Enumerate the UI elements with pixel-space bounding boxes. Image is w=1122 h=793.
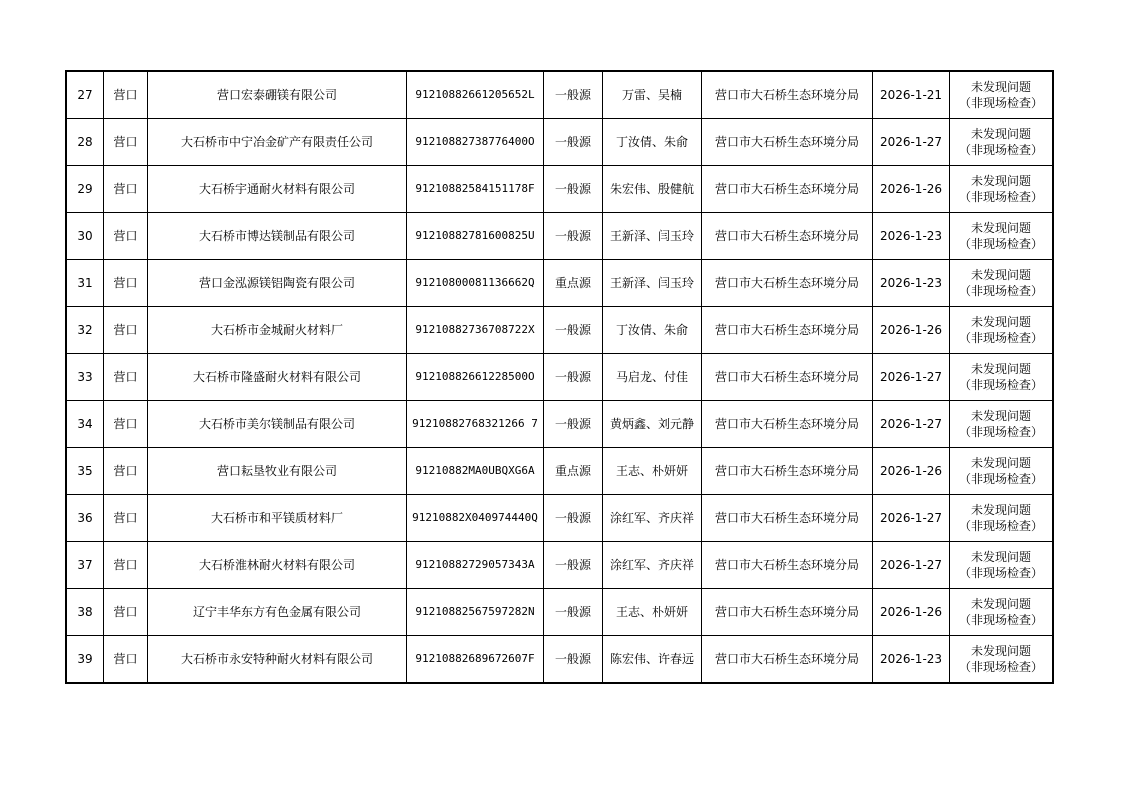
cell-source-category: 一般源: [544, 354, 603, 401]
cell-company-name: 辽宁丰华东方有色金属有限公司: [148, 589, 407, 636]
cell-agency: 营口市大石桥生态环境分局: [702, 448, 873, 495]
table-body: [67, 72, 1053, 683]
table-row: [67, 166, 1053, 213]
cell-inspection-date: 2026-1-27: [873, 495, 950, 542]
cell-credit-code: 91210882729057343A: [407, 542, 544, 589]
cell-inspectors: 丁汝倩、朱俞: [603, 119, 702, 166]
cell-source-category: 一般源: [544, 119, 603, 166]
cell-credit-code: 91210882689672607F: [407, 636, 544, 683]
result-note: （非现场检查）: [958, 566, 1043, 580]
cell-inspection-date: 2026-1-26: [873, 166, 950, 213]
cell-serial-number: 28: [67, 119, 104, 166]
cell-inspection-date: 2026-1-27: [873, 354, 950, 401]
cell-city: 营口: [104, 495, 148, 542]
cell-source-category: 一般源: [544, 401, 603, 448]
result-text: 未发现问题: [970, 315, 1031, 329]
table-row: [67, 260, 1053, 307]
cell-source-category: 一般源: [544, 213, 603, 260]
cell-agency: 营口市大石桥生态环境分局: [702, 119, 873, 166]
cell-company-name: 营口宏泰硼镁有限公司: [148, 72, 407, 119]
result-text: 未发现问题: [970, 127, 1031, 141]
cell-serial-number: 32: [67, 307, 104, 354]
cell-inspectors: 黄炳鑫、刘元静: [603, 401, 702, 448]
result-text: 未发现问题: [970, 80, 1031, 94]
result-text: 未发现问题: [970, 409, 1031, 423]
cell-source-category: 重点源: [544, 448, 603, 495]
result-note: （非现场检查）: [958, 190, 1043, 204]
cell-serial-number: 34: [67, 401, 104, 448]
cell-inspection-date: 2026-1-26: [873, 448, 950, 495]
cell-city: 营口: [104, 72, 148, 119]
cell-inspection-result: [950, 307, 1053, 354]
cell-inspectors: 涂红军、齐庆祥: [603, 542, 702, 589]
cell-inspection-date: 2026-1-26: [873, 589, 950, 636]
cell-agency: 营口市大石桥生态环境分局: [702, 589, 873, 636]
cell-source-category: 一般源: [544, 636, 603, 683]
cell-credit-code: 91210882567597282N: [407, 589, 544, 636]
table-row: [67, 72, 1053, 119]
cell-city: 营口: [104, 401, 148, 448]
cell-credit-code: 91210882781600825U: [407, 213, 544, 260]
cell-source-category: 一般源: [544, 542, 603, 589]
cell-inspectors: 王志、朴妍妍: [603, 448, 702, 495]
result-text: 未发现问题: [970, 550, 1031, 564]
cell-agency: 营口市大石桥生态环境分局: [702, 495, 873, 542]
table-row: [67, 495, 1053, 542]
cell-inspection-date: 2026-1-26: [873, 307, 950, 354]
result-text: 未发现问题: [970, 174, 1031, 188]
cell-serial-number: 31: [67, 260, 104, 307]
cell-agency: 营口市大石桥生态环境分局: [702, 72, 873, 119]
cell-city: 营口: [104, 589, 148, 636]
cell-company-name: 大石桥市博达镁制品有限公司: [148, 213, 407, 260]
cell-company-name: 营口耘垦牧业有限公司: [148, 448, 407, 495]
cell-company-name: 大石桥市隆盛耐火材料有限公司: [148, 354, 407, 401]
cell-city: 营口: [104, 260, 148, 307]
cell-inspectors: 丁汝倩、朱俞: [603, 307, 702, 354]
cell-inspection-date: 2026-1-23: [873, 260, 950, 307]
cell-inspection-result: [950, 589, 1053, 636]
cell-agency: 营口市大石桥生态环境分局: [702, 542, 873, 589]
cell-inspection-date: 2026-1-27: [873, 401, 950, 448]
cell-inspection-result: [950, 260, 1053, 307]
cell-inspectors: 陈宏伟、许春远: [603, 636, 702, 683]
result-note: （非现场检查）: [958, 378, 1043, 392]
table-row: [67, 589, 1053, 636]
cell-company-name: 大石桥市和平镁质材料厂: [148, 495, 407, 542]
cell-serial-number: 37: [67, 542, 104, 589]
cell-agency: 营口市大石桥生态环境分局: [702, 636, 873, 683]
cell-city: 营口: [104, 636, 148, 683]
cell-serial-number: 29: [67, 166, 104, 213]
table-row: [67, 307, 1053, 354]
cell-company-name: 营口金泓源镁铝陶瓷有限公司: [148, 260, 407, 307]
cell-credit-code: 91210882661228500O: [407, 354, 544, 401]
cell-source-category: 一般源: [544, 495, 603, 542]
result-note: （非现场检查）: [958, 96, 1043, 110]
result-text: 未发现问题: [970, 597, 1031, 611]
result-note: （非现场检查）: [958, 237, 1043, 251]
inspection-table: [66, 71, 1053, 683]
cell-inspection-date: 2026-1-27: [873, 119, 950, 166]
cell-serial-number: 38: [67, 589, 104, 636]
cell-serial-number: 35: [67, 448, 104, 495]
cell-city: 营口: [104, 354, 148, 401]
table-row: [67, 119, 1053, 166]
cell-source-category: 重点源: [544, 260, 603, 307]
cell-inspection-result: [950, 495, 1053, 542]
inspection-table-container: [66, 71, 1053, 683]
cell-inspection-result: [950, 213, 1053, 260]
cell-agency: 营口市大石桥生态环境分局: [702, 354, 873, 401]
cell-inspectors: 马启龙、付佳: [603, 354, 702, 401]
result-text: 未发现问题: [970, 268, 1031, 282]
cell-inspection-result: [950, 448, 1053, 495]
cell-credit-code: 91210882736708722X: [407, 307, 544, 354]
cell-credit-code: 91210882661205652L: [407, 72, 544, 119]
cell-inspection-result: [950, 401, 1053, 448]
cell-serial-number: 36: [67, 495, 104, 542]
cell-inspectors: 王新泽、闫玉玲: [603, 213, 702, 260]
cell-company-name: 大石桥市永安特种耐火材料有限公司: [148, 636, 407, 683]
result-note: （非现场检查）: [958, 472, 1043, 486]
cell-agency: 营口市大石桥生态环境分局: [702, 213, 873, 260]
cell-agency: 营口市大石桥生态环境分局: [702, 260, 873, 307]
cell-inspectors: 王新泽、闫玉玲: [603, 260, 702, 307]
cell-inspection-result: [950, 166, 1053, 213]
cell-serial-number: 30: [67, 213, 104, 260]
cell-agency: 营口市大石桥生态环境分局: [702, 166, 873, 213]
result-text: 未发现问题: [970, 503, 1031, 517]
cell-inspectors: 涂红军、齐庆祥: [603, 495, 702, 542]
cell-inspection-result: [950, 119, 1053, 166]
cell-inspection-result: [950, 72, 1053, 119]
result-note: （非现场检查）: [958, 519, 1043, 533]
cell-inspection-result: [950, 636, 1053, 683]
cell-inspection-date: 2026-1-23: [873, 636, 950, 683]
table-row: [67, 542, 1053, 589]
result-note: （非现场检查）: [958, 613, 1043, 627]
cell-inspection-date: 2026-1-27: [873, 542, 950, 589]
result-note: （非现场检查）: [958, 331, 1043, 345]
cell-city: 营口: [104, 542, 148, 589]
cell-serial-number: 33: [67, 354, 104, 401]
cell-company-name: 大石桥市美尔镁制品有限公司: [148, 401, 407, 448]
cell-inspectors: 万雷、吴楠: [603, 72, 702, 119]
table-row: [67, 354, 1053, 401]
cell-inspectors: 王志、朴妍妍: [603, 589, 702, 636]
table-row: [67, 448, 1053, 495]
cell-city: 营口: [104, 307, 148, 354]
cell-credit-code: 91210882768321266 7: [407, 401, 544, 448]
cell-inspection-date: 2026-1-23: [873, 213, 950, 260]
result-text: 未发现问题: [970, 221, 1031, 235]
cell-credit-code: 91210800081136662Q: [407, 260, 544, 307]
cell-company-name: 大石桥淮林耐火材料有限公司: [148, 542, 407, 589]
cell-city: 营口: [104, 213, 148, 260]
cell-credit-code: 91210882738776400O: [407, 119, 544, 166]
table-row: [67, 213, 1053, 260]
cell-inspection-result: [950, 542, 1053, 589]
cell-serial-number: 39: [67, 636, 104, 683]
cell-credit-code: 91210882X040974440Q: [407, 495, 544, 542]
result-text: 未发现问题: [970, 456, 1031, 470]
cell-inspection-date: 2026-1-21: [873, 72, 950, 119]
cell-city: 营口: [104, 119, 148, 166]
cell-company-name: 大石桥宇通耐火材料有限公司: [148, 166, 407, 213]
cell-credit-code: 91210882584151178F: [407, 166, 544, 213]
cell-company-name: 大石桥市金城耐火材料厂: [148, 307, 407, 354]
result-note: （非现场检查）: [958, 143, 1043, 157]
result-text: 未发现问题: [970, 362, 1031, 376]
cell-serial-number: 27: [67, 72, 104, 119]
cell-agency: 营口市大石桥生态环境分局: [702, 401, 873, 448]
result-note: （非现场检查）: [958, 284, 1043, 298]
cell-credit-code: 91210882MA0UBQXG6A: [407, 448, 544, 495]
cell-inspectors: 朱宏伟、殷健航: [603, 166, 702, 213]
cell-source-category: 一般源: [544, 72, 603, 119]
cell-source-category: 一般源: [544, 589, 603, 636]
table-row: [67, 401, 1053, 448]
result-note: （非现场检查）: [958, 660, 1043, 674]
result-note: （非现场检查）: [958, 425, 1043, 439]
cell-source-category: 一般源: [544, 307, 603, 354]
cell-source-category: 一般源: [544, 166, 603, 213]
cell-company-name: 大石桥市中宁冶金矿产有限责任公司: [148, 119, 407, 166]
cell-city: 营口: [104, 166, 148, 213]
cell-agency: 营口市大石桥生态环境分局: [702, 307, 873, 354]
result-text: 未发现问题: [970, 644, 1031, 658]
cell-inspection-result: [950, 354, 1053, 401]
table-row: [67, 636, 1053, 683]
cell-city: 营口: [104, 448, 148, 495]
